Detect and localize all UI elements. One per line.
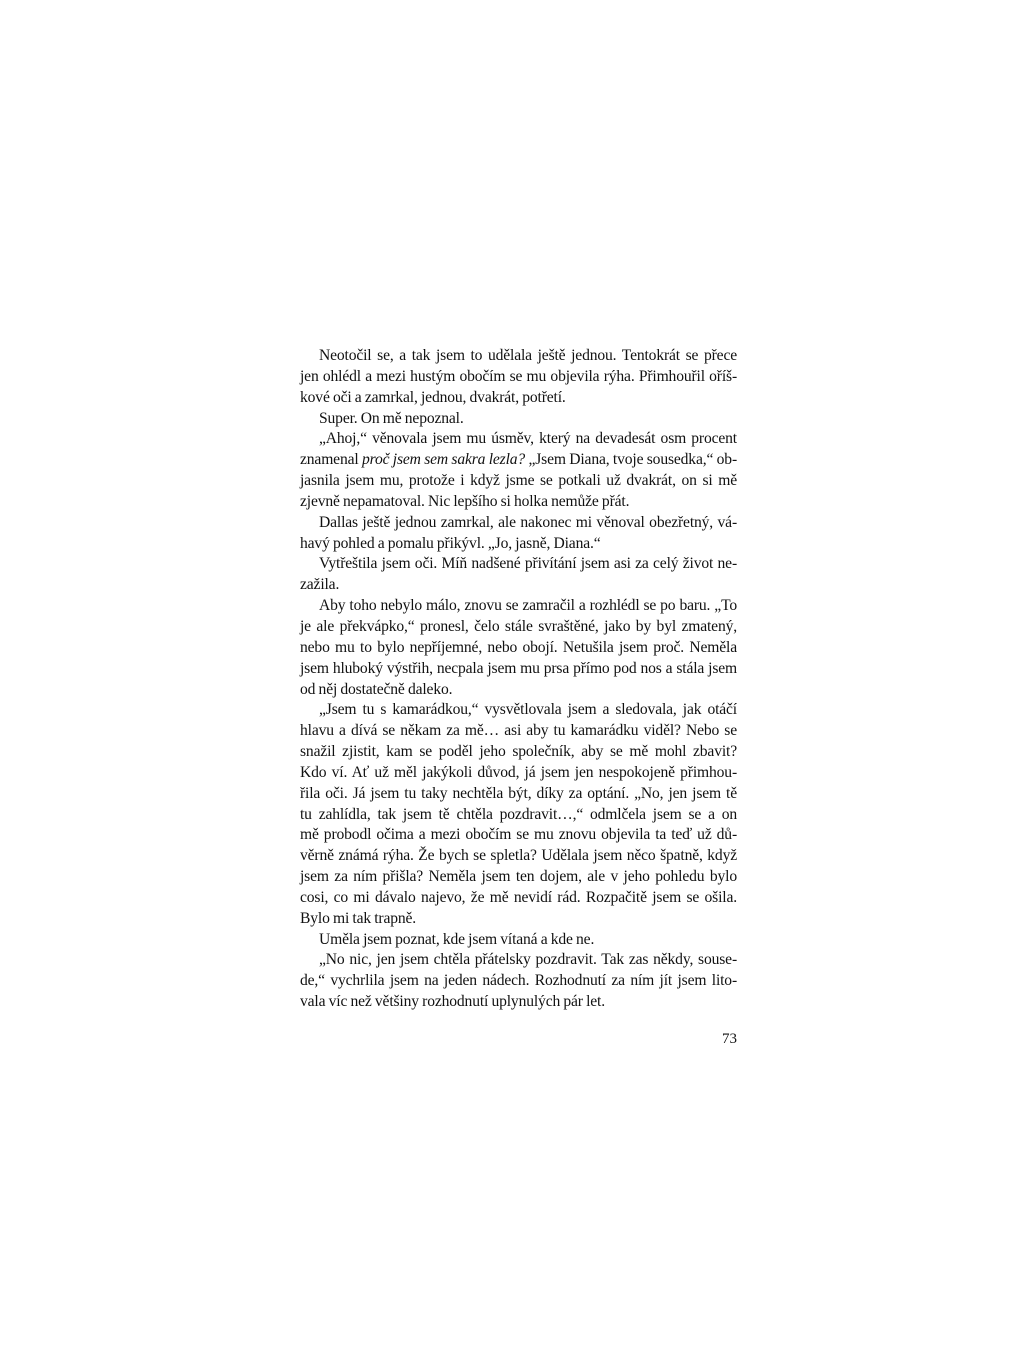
text-line: znamenal proč jsem sem sakra lezla? „Jsem Diana, tvoje sousedka,“ ob- [300,451,737,469]
text-line: zažila. [300,576,340,594]
body-text [300,346,737,1013]
text-line: Uměla jsem poznat, kde jsem vítaná a kde ne. [319,930,595,948]
text-line: věrně známá rýha. Že bych se spletla? Udělala jsem něco špatně, když [300,847,737,865]
text-line: Kdo ví. Ať už měl jakýkoli důvod, já jsem jen nespokojeně přimhou- [300,763,737,781]
text-line: nebo mu to bylo nepříjemné, nebo obojí. Netušila jsem proč. Neměla [300,638,737,656]
page-number: 73 [722,1031,737,1047]
text-line: je ale překvápko,“ pronesl, čelo stále svraštěné, jako by byl zmatený, [300,617,737,635]
text-line: snažil zjistit, kam se poděl jeho společník, aby se mě mohl zbavit? [300,743,737,761]
text-line: zjevně nepamatoval. Nic lepšího si holka nemůže přát. [300,492,630,510]
text-line: Super. On mě nepoznal. [319,409,464,427]
text-line: vala víc než většiny rozhodnutí uplynulých pár let. [300,993,605,1011]
text-line: „Jsem tu s kamarádkou,“ vysvětlovala jsem a sledovala, jak otáčí [319,701,737,719]
text-line: od něj dostatečně daleko. [300,680,453,698]
text-line: řila oči. Já jsem tu taky nechtěla být, díky za optání. „No, jen jsem tě [300,784,737,802]
text-line: cosi, co mi dávalo najevo, že mě nevidí rád. Rozpačitě jsem se ošila. [300,888,737,906]
text-line: kové oči a zamrkal, jednou, dvakrát, potřetí. [300,388,566,406]
text-line: Aby toho nebylo málo, znovu se zamračil a rozhlédl se po baru. „To [319,597,737,615]
text-line: jsem hluboký výstřih, necpala jsem mu prsa přímo pod nos a stála jsem [300,659,737,677]
text-line: de,“ vychrlila jsem na jeden nádech. Rozhodnutí za ním jít jsem lito- [300,972,737,990]
text-line: Neotočil se, a tak jsem to udělala ještě jednou. Tentokrát se přece [319,347,737,364]
text-line: Vytřeštila jsem oči. Míň nadšené přivítání jsem asi za celý život ne- [319,555,737,573]
text-line: Dallas ještě jednou zamrkal, ale nakonec mi věnoval obezřetný, vá- [319,513,737,531]
text-line: jasnila jsem mu, protože i když jsme se potkali už dvakrát, on si mě [300,472,737,490]
text-line: „No nic, jen jsem chtěla přátelsky pozdravit. Tak zas někdy, souse- [319,951,737,969]
text-line: hlavu a dívá se někam za mě… asi aby tu kamarádku viděl? Nebo se [300,722,737,740]
text-line: mě probodl očima a mezi obočím se mu znovu objevila ta teď už dů- [300,826,737,844]
text-line: jsem za ním přišla? Neměla jsem ten dojem, ale v jeho pohledu bylo [300,868,737,886]
text-line: Bylo mi tak trapně. [300,909,417,927]
text-line: jen ohlédl a mezi hustým obočím se mu objevila rýha. Přimhouřil oříš- [300,367,737,385]
text-line: tu zahlídla, tak jsem tě chtěla pozdravit…,“ odmlčela jsem se a on [300,805,737,823]
text-line: havý pohled a pomalu přikývl. „Jo, jasně, Diana.“ [300,534,601,552]
text-line: „Ahoj,“ věnovala jsem mu úsměv, který na devadesát osm procent [319,430,737,448]
